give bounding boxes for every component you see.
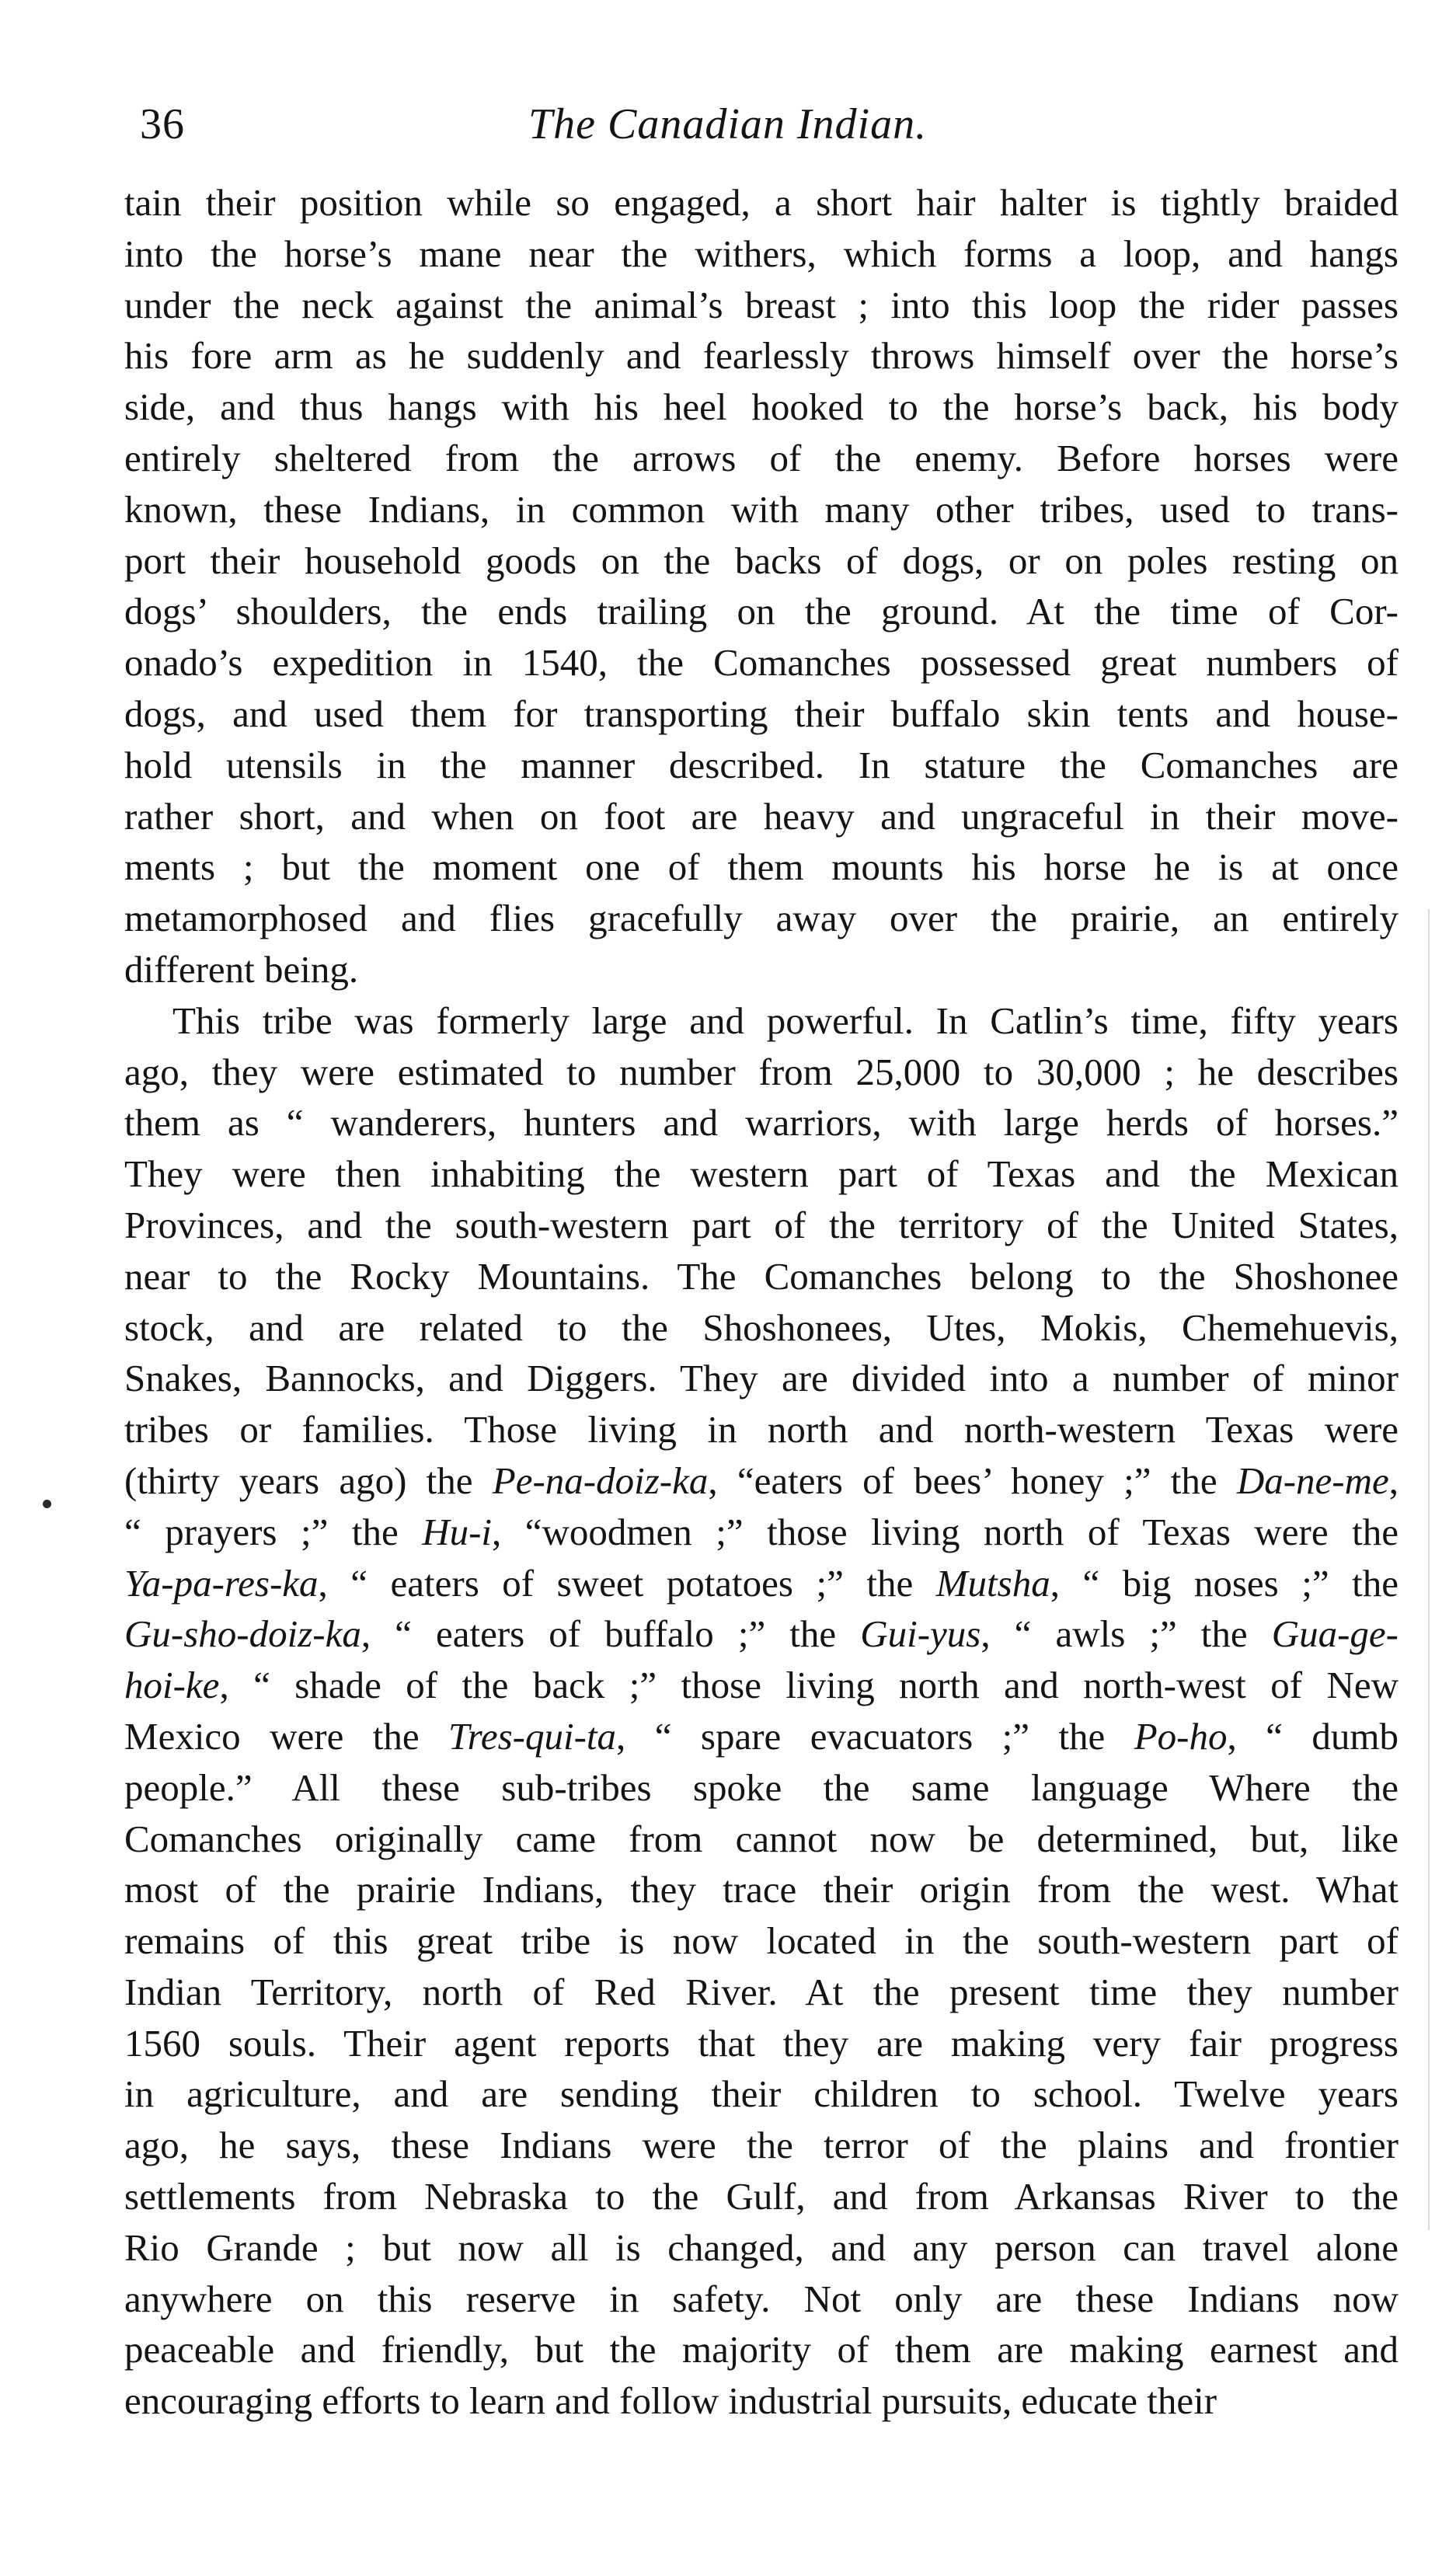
text-line: most of the prairie Indians, they trace their origin from the west. What bbox=[124, 1868, 1399, 1912]
text-line: metamorphosed and flies gracefully away over the prairie, an entirely bbox=[124, 897, 1399, 940]
text-line bbox=[124, 1608, 1399, 1660]
italic-tribe-name: hoi-ke bbox=[124, 1664, 220, 1707]
text-segment: , “ eaters of sweet potatoes ;” the bbox=[318, 1561, 936, 1605]
text-segment: , bbox=[1388, 1458, 1399, 1502]
italic-tribe-name: Tres-qui-ta bbox=[448, 1714, 617, 1758]
text-segment: (thirty years ago) the bbox=[124, 1458, 493, 1502]
text-line: 1560 souls. Their agent reports that they are making very fair progress bbox=[124, 2021, 1399, 2065]
text-segment: , “eaters of bees’ honey ;” the bbox=[708, 1458, 1237, 1502]
gutter-shadow bbox=[1428, 909, 1430, 2230]
text-line: ago, he says, these Indians were the terror of the plains and frontier bbox=[124, 2124, 1399, 2167]
text-line: side, and thus hangs with his heel hooked to the horse’s back, his body bbox=[124, 385, 1399, 429]
text-line: into the horse’s mane near the withers, which forms a loop, and hangs bbox=[124, 232, 1399, 275]
text-line: dogs’ shoulders, the ends trailing on the ground. At the time of Cor- bbox=[124, 590, 1399, 633]
margin-dot-mark bbox=[43, 1500, 51, 1508]
text-line: ments ; but the moment one of them mounts his horse he is at once bbox=[124, 845, 1399, 889]
text-line: tain their position while so engaged, a short hair halter is tightly braided bbox=[124, 181, 1399, 224]
italic-tribe-name: Po-ho bbox=[1134, 1714, 1228, 1758]
italic-tribe-name: Ya-pa-res-ka bbox=[124, 1561, 319, 1605]
text-line bbox=[124, 1660, 1399, 1711]
text-line: peaceable and friendly, but the majority of them are making earnest and bbox=[124, 2328, 1399, 2372]
italic-tribe-name: Hu-i bbox=[422, 1510, 493, 1553]
body-text bbox=[124, 177, 1399, 2427]
text-segment: , “woodmen ;” those living north of Texas were the bbox=[492, 1510, 1399, 1553]
text-line: tribes or families. Those living in north and north-western Texas were bbox=[124, 1408, 1399, 1451]
text-line: They were then inhabiting the western part of Texas and the Mexican bbox=[124, 1152, 1399, 1196]
text-line: dogs, and used them for transporting their buffalo skin tents and house- bbox=[124, 692, 1399, 735]
italic-tribe-name: Gu-sho-doiz-ka bbox=[124, 1612, 361, 1656]
text-line: port their household goods on the backs of dogs, or on poles resting on bbox=[124, 538, 1399, 582]
text-segment: , “ dumb bbox=[1227, 1714, 1399, 1758]
text-line: entirely sheltered from the arrows of the enemy. Before horses were bbox=[124, 436, 1399, 479]
text-line: Comanches originally came from cannot now be determined, but, like bbox=[124, 1817, 1399, 1860]
text-line: known, these Indians, in common with many other tribes, used to trans- bbox=[124, 487, 1399, 531]
text-line: people.” All these sub-tribes spoke the same language Where the bbox=[124, 1765, 1399, 1809]
text-line bbox=[124, 1558, 1399, 1609]
italic-tribe-name: Da-ne-me bbox=[1236, 1458, 1389, 1502]
page-number: 36 bbox=[140, 100, 185, 148]
text-line: ago, they were estimated to number from 25,000 to 30,000 ; he describes bbox=[124, 1050, 1399, 1093]
text-line: settlements from Nebraska to the Gulf, and from Arkansas River to the bbox=[124, 2175, 1399, 2218]
text-line: Rio Grande ; but now all is changed, and any person can travel alone bbox=[124, 2225, 1399, 2269]
text-segment: , “ big noses ;” the bbox=[1050, 1561, 1399, 1605]
text-line: encouraging efforts to learn and follow industrial pursuits, educate their bbox=[124, 2379, 1217, 2423]
page-header bbox=[124, 93, 1399, 163]
text-line: rather short, and when on foot are heavy and ungraceful in their move- bbox=[124, 794, 1399, 838]
text-line: anywhere on this reserve in safety. Not only are these Indians now bbox=[124, 2277, 1399, 2320]
text-line: Snakes, Bannocks, and Diggers. They are divided into a number of minor bbox=[124, 1357, 1399, 1400]
text-line: different being. bbox=[124, 947, 359, 991]
text-line: them as “ wanderers, hunters and warriors, with large herds of horses.” bbox=[124, 1101, 1399, 1145]
text-segment: , “ shade of the back ;” those living north and north-west of New bbox=[219, 1664, 1399, 1707]
text-line: stock, and are related to the Shoshonees, Utes, Mokis, Chemehuevis, bbox=[124, 1305, 1399, 1349]
text-line: hold utensils in the manner described. In stature the Comanches are bbox=[124, 743, 1399, 786]
text-line: remains of this great tribe is now located in the south-western part of bbox=[124, 1919, 1399, 1963]
text-line: under the neck against the animal’s breast ; into this loop the rider passes bbox=[124, 283, 1399, 326]
text-line bbox=[124, 1507, 1399, 1558]
text-line: in agriculture, and are sending their children to school. Twelve years bbox=[124, 2072, 1399, 2116]
text-segment: , “ eaters of buffalo ;” the bbox=[361, 1612, 861, 1656]
italic-tribe-name: Gui-yus bbox=[860, 1612, 981, 1656]
italic-tribe-name: Mutsha bbox=[935, 1561, 1050, 1605]
text-line bbox=[124, 1455, 1399, 1507]
running-title: The Canadian Indian. bbox=[528, 100, 928, 148]
text-line: his fore arm as he suddenly and fearlessly throws himself over the horse’s bbox=[124, 334, 1399, 378]
text-line: onado’s expedition in 1540, the Comanches possessed great numbers of bbox=[124, 641, 1399, 685]
text-segment: Mexico were the bbox=[124, 1714, 449, 1758]
italic-tribe-name: Gua-ge- bbox=[1271, 1612, 1399, 1656]
text-segment: , “ awls ;” the bbox=[981, 1612, 1272, 1656]
text-line: near to the Rocky Mountains. The Comanches belong to the Shoshonee bbox=[124, 1254, 1399, 1298]
italic-tribe-name: Pe-na-doiz-ka bbox=[492, 1458, 709, 1502]
text-line bbox=[124, 1711, 1399, 1762]
text-line: Indian Territory, north of Red River. At the present time they number bbox=[124, 1970, 1399, 2013]
text-line: This tribe was formerly large and powerful. In Catlin’s time, fifty years bbox=[172, 998, 1399, 1042]
text-segment: , “ spare evacuators ;” the bbox=[616, 1714, 1134, 1758]
text-line: Provinces, and the south-western part of the territory of the United States, bbox=[124, 1203, 1399, 1246]
text-segment: “ prayers ;” the bbox=[124, 1510, 423, 1553]
